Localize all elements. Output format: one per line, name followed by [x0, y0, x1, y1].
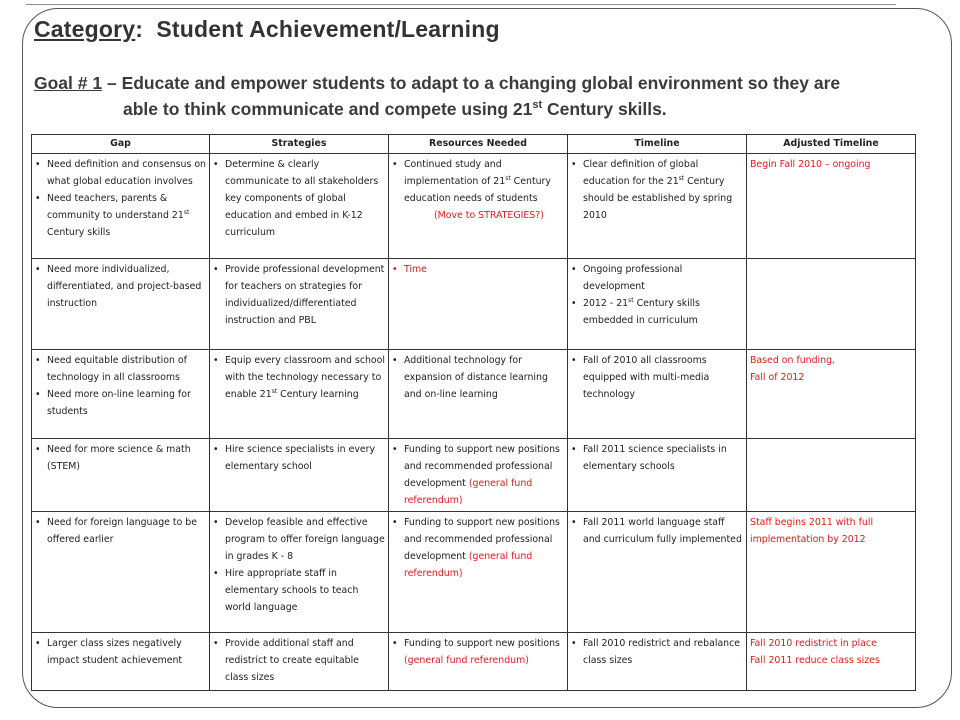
goal-line-2: able to think communicate and compete using 21st Century skills. — [123, 99, 667, 119]
cell-resources — [389, 512, 568, 633]
list-item: • Time — [392, 261, 564, 278]
cell-gap — [32, 439, 210, 512]
gap-analysis-table — [31, 134, 916, 691]
list-item: • Continued study and implementation of 21st Century education needs of students (Move to STRATEGIES?) — [392, 156, 564, 224]
category-value: Student Achievement/Learning — [156, 16, 500, 42]
cell-adjusted-timeline: Fall 2010 redistrict in place Fall 2011 reduce class sizes — [747, 633, 916, 691]
list-item: • Need more on-line learning for students — [35, 386, 206, 420]
cell-adjusted-timeline: Staff begins 2011 with full implementation by 2012 — [747, 512, 916, 633]
cell-adjusted-timeline — [747, 259, 916, 350]
list-item: • Develop feasible and effective program to offer foreign language in grades K - 8 — [213, 514, 385, 565]
goal-statement — [34, 70, 914, 122]
cell-timeline — [568, 512, 747, 633]
cell-gap — [32, 512, 210, 633]
category-colon: : — [135, 16, 144, 42]
list-item: • Fall 2011 science specialists in elementary schools — [571, 441, 743, 475]
goal-line-1: – Educate and empower students to adapt to a changing global environment so they are — [106, 73, 841, 93]
list-item: • Fall 2011 world language staff and curriculum fully implemented — [571, 514, 743, 548]
table-row — [32, 439, 916, 512]
list-item: • Fall 2010 redistrict and rebalance class sizes — [571, 635, 743, 669]
list-item: • Funding to support new positions (general fund referendum) — [392, 635, 564, 669]
list-item: • Larger class sizes negatively impact student achievement — [35, 635, 206, 669]
list-item: • Clear definition of global education for the 21st Century should be established by spring 2010 — [571, 156, 743, 224]
cell-strategies — [210, 259, 389, 350]
table-row — [32, 259, 916, 350]
cell-resources — [389, 154, 568, 259]
cell-gap — [32, 633, 210, 691]
cell-resources — [389, 259, 568, 350]
cell-gap — [32, 259, 210, 350]
list-item: • Determine & clearly communicate to all stakeholders key components of global education and embed in K-12 curriculum — [213, 156, 385, 241]
list-item: • Need equitable distribution of technology in all classrooms — [35, 352, 206, 386]
table-row — [32, 633, 916, 691]
cell-strategies — [210, 350, 389, 439]
list-item: • Need for foreign language to be offered earlier — [35, 514, 206, 548]
cell-timeline — [568, 350, 747, 439]
category-heading — [34, 16, 500, 43]
top-rule — [26, 4, 896, 5]
table-header-row — [32, 135, 916, 154]
list-item: • Additional technology for expansion of distance learning and on-line learning — [392, 352, 564, 403]
table-row — [32, 154, 916, 259]
table-row — [32, 350, 916, 439]
list-item: • Funding to support new positions and recommended professional development (general fund referendum) — [392, 441, 564, 509]
list-item: • Hire science specialists in every elementary school — [213, 441, 385, 475]
category-label: Category — [34, 16, 136, 42]
list-item: • Ongoing professional development — [571, 261, 743, 295]
cell-resources — [389, 439, 568, 512]
header-resources: Resources Needed — [389, 135, 568, 154]
list-item: • Need definition and consensus on what global education involves — [35, 156, 206, 190]
cell-timeline — [568, 439, 747, 512]
list-item: • Need for more science & math (STEM) — [35, 441, 206, 475]
cell-timeline — [568, 154, 747, 259]
cell-resources — [389, 350, 568, 439]
list-item: • Fall of 2010 all classrooms equipped with multi-media technology — [571, 352, 743, 403]
header-gap: Gap — [32, 135, 210, 154]
cell-timeline — [568, 259, 747, 350]
list-item: • Provide additional staff and redistrict to create equitable class sizes — [213, 635, 385, 686]
cell-gap — [32, 350, 210, 439]
list-item: • Provide professional development for teachers on strategies for individualized/differentiated instruction and PBL — [213, 261, 385, 329]
list-item: • Funding to support new positions and recommended professional development (general fund referendum) — [392, 514, 564, 582]
cell-adjusted-timeline: Based on funding, Fall of 2012 — [747, 350, 916, 439]
cell-timeline — [568, 633, 747, 691]
table-row — [32, 512, 916, 633]
list-item: • 2012 - 21st Century skills embedded in curriculum — [571, 295, 743, 329]
cell-strategies — [210, 512, 389, 633]
cell-strategies — [210, 633, 389, 691]
list-item: • Hire appropriate staff in elementary schools to teach world language — [213, 565, 385, 616]
list-item: • Need more individualized, differentiated, and project-based instruction — [35, 261, 206, 312]
cell-resources — [389, 633, 568, 691]
header-timeline: Timeline — [568, 135, 747, 154]
cell-gap — [32, 154, 210, 259]
header-adjusted-timeline: Adjusted Timeline — [747, 135, 916, 154]
header-strategies: Strategies — [210, 135, 389, 154]
list-item: • Equip every classroom and school with the technology necessary to enable 21st Century learning — [213, 352, 385, 403]
cell-strategies — [210, 439, 389, 512]
goal-label: Goal # 1 — [34, 73, 103, 93]
list-item: • Need teachers, parents & community to understand 21st Century skills — [35, 190, 206, 241]
cell-strategies — [210, 154, 389, 259]
cell-adjusted-timeline: Begin Fall 2010 – ongoing — [747, 154, 916, 259]
cell-adjusted-timeline — [747, 439, 916, 512]
